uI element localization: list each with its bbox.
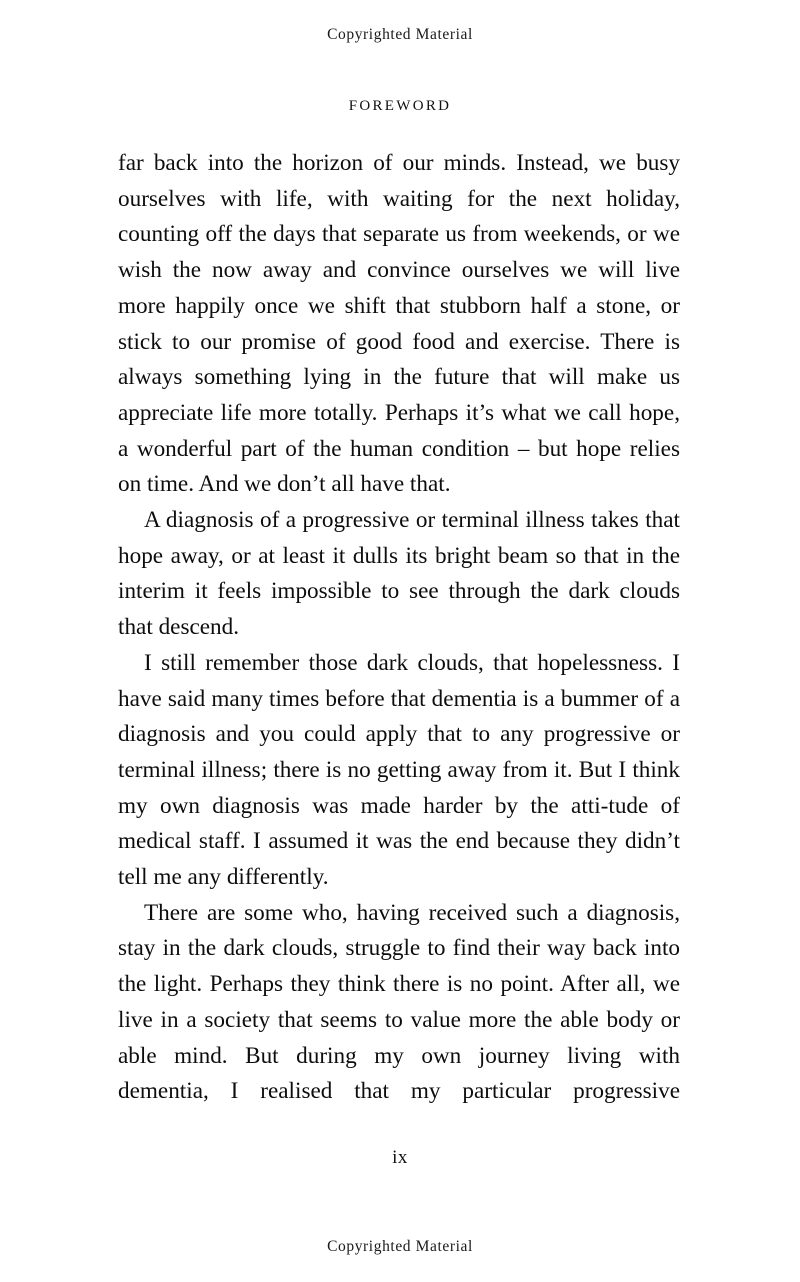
running-head: FOREWORD xyxy=(348,98,452,114)
paragraph: I still remember those dark clouds, that hopelessness. I have said many times before that dementia is a bummer of a diagnosis and you could apply that to any progressive or terminal illness; there is no getting away from it. But I think my own diagnosis was made harder by the atti-tude of medical staff. I assumed it was the end because they didn’t tell me any differently. xyxy=(118,649,680,891)
paragraph: far back into the horizon of our minds. Instead, we busy ourselves with life, with waiting for the next holiday, counting off the days that separate us from weekends, or we wish the now away and convince ourselves we will live more happily once we shift that stubborn half a stone, or stick to our promise of good food and exercise. There is always something lying in the future that will make us appreciate life more totally. Perhaps it’s what we call hope, a wonderful part of the human condition – but hope relies on time. And we don’t all have that. xyxy=(118,150,680,498)
body-text xyxy=(118,146,680,1110)
paragraph: A diagnosis of a progressive or terminal illness takes that hope away, or at least it dulls its bright beam so that in the interim it feels impossible to see through the dark clouds that descend. xyxy=(118,507,680,641)
paragraph: There are some who, having received such a diagnosis, stay in the dark clouds, struggle to find their way back into the light. Perhaps they think there is no point. After all, we live in a society that seems to value more the able body or able mind. But during my own journey living with dementia, I realised that my particular progressive xyxy=(118,899,680,1105)
copyright-watermark-bottom: Copyrighted Material xyxy=(327,1238,473,1255)
copyright-watermark-top: Copyrighted Material xyxy=(327,26,473,43)
page-number: ix xyxy=(392,1147,408,1168)
